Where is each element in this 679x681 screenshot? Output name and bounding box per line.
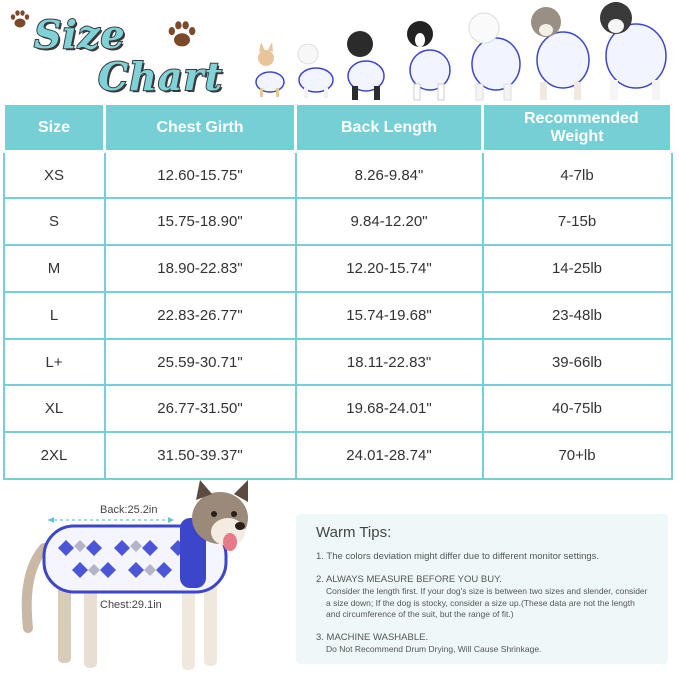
table-row [4, 152, 672, 199]
tip-item [316, 550, 668, 563]
cell-chest-girth: 18.90-22.83" [105, 245, 296, 292]
dog-figure [347, 31, 384, 100]
chest-measurement-label: Chest:29.1in [100, 599, 162, 611]
cell-back-length: 24.01-28.74" [296, 432, 483, 479]
paw-icon [166, 18, 198, 50]
cell-size: XL [4, 385, 105, 432]
warm-tips-title: Warm Tips: [316, 524, 392, 541]
dog-figure [298, 44, 333, 98]
title-chart: Chart [98, 54, 224, 99]
table-row [4, 292, 672, 339]
dog-figure [600, 2, 666, 100]
cell-size: XS [4, 152, 105, 199]
header-back-length: Back Length [296, 104, 483, 152]
cell-chest-girth: 31.50-39.37" [105, 432, 296, 479]
cell-chest-girth: 12.60-15.75" [105, 152, 296, 199]
cell-chest-girth: 22.83-26.77" [105, 292, 296, 339]
header [0, 0, 679, 103]
cell-weight: 70+lb [483, 432, 672, 479]
table-row [4, 245, 672, 292]
size-chart-table [2, 102, 673, 480]
cell-size: M [4, 245, 105, 292]
cell-weight: 40-75lb [483, 385, 672, 432]
tip-item [316, 631, 668, 656]
cell-size: L+ [4, 339, 105, 386]
dog-figure [256, 42, 284, 97]
table-row [4, 432, 672, 479]
table-row [4, 339, 672, 386]
dogs-size-lineup-image [248, 0, 679, 103]
cell-back-length: 12.20-15.74" [296, 245, 483, 292]
tip-heading: 1. The colors deviation might differ due to different monitor settings. [316, 551, 600, 562]
warm-tips-panel [296, 514, 668, 664]
cell-chest-girth: 25.59-30.71" [105, 339, 296, 386]
title-size: Size [34, 12, 126, 57]
cell-size: L [4, 292, 105, 339]
dog-figure [407, 21, 450, 100]
cell-back-length: 9.84-12.20" [296, 198, 483, 245]
tip-heading: 2. ALWAYS MEASURE BEFORE YOU BUY. [316, 574, 502, 585]
table-header-row [4, 104, 672, 152]
cell-chest-girth: 15.75-18.90" [105, 198, 296, 245]
cell-weight: 4-7lb [483, 152, 672, 199]
cell-back-length: 15.74-19.68" [296, 292, 483, 339]
cell-weight: 39-66lb [483, 339, 672, 386]
cell-back-length: 8.26-9.84" [296, 152, 483, 199]
dog-figure [469, 13, 520, 100]
header-recommended-weight: Recommended Weight [483, 104, 672, 152]
dog-figure [531, 7, 589, 100]
cell-weight: 14-25lb [483, 245, 672, 292]
table-row [4, 385, 672, 432]
tip-body: Consider the length first. If your dog's size is between two sizes and slender, consider a size down; If the dog is stocky, consider a size up.(These data are not the length and circumference of the suit, but the range of fit.) [326, 586, 648, 619]
back-measurement-label: Back:25.2in [100, 504, 158, 516]
cell-chest-girth: 26.77-31.50" [105, 385, 296, 432]
header-size: Size [4, 104, 105, 152]
cell-size: S [4, 198, 105, 245]
cell-back-length: 19.68-24.01" [296, 385, 483, 432]
cell-back-length: 18.11-22.83" [296, 339, 483, 386]
cell-weight: 23-48lb [483, 292, 672, 339]
tip-body: Do Not Recommend Drum Drying, Will Cause Shrinkage. [326, 643, 542, 654]
paw-icon [9, 8, 31, 30]
header-chest-girth: Chest Girth [105, 104, 296, 152]
table-row [4, 198, 672, 245]
cell-size: 2XL [4, 432, 105, 479]
tip-item [316, 573, 668, 621]
tip-heading: 3. MACHINE WASHABLE. [316, 631, 429, 643]
cell-weight: 7-15b [483, 198, 672, 245]
